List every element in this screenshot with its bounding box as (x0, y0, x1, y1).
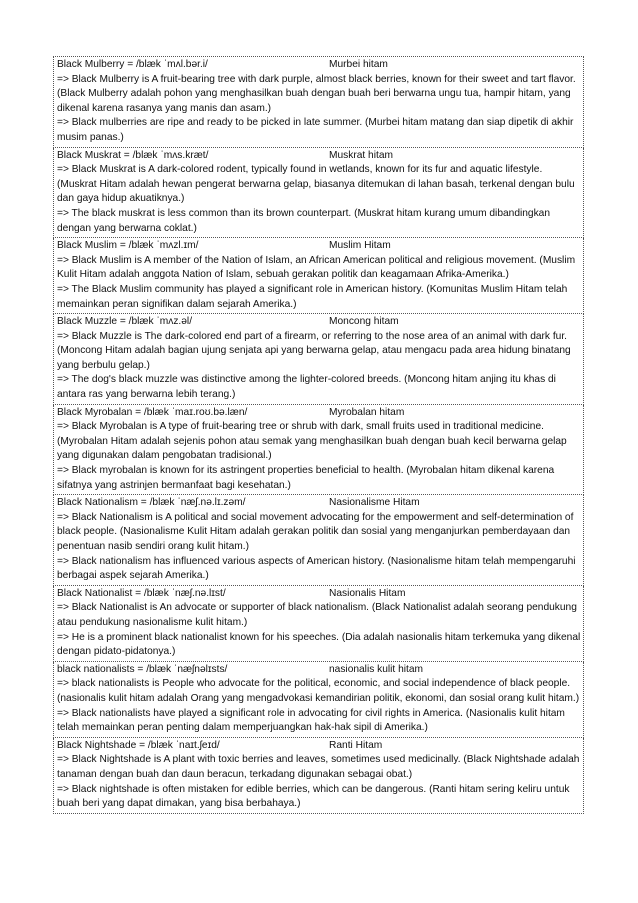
glossary-entry (53, 238, 584, 314)
entry-header (57, 739, 581, 754)
entry-example: => The black muskrat is less common than its brown counterpart. (Muskrat hitam kurang umum dibandingkan dengan yang berwarna coklat.) (57, 207, 550, 234)
entry-translation: Muslim Hitam (329, 240, 391, 252)
entry-translation: Moncong hitam (329, 316, 399, 328)
entry-translation: Muskrat hitam (329, 149, 393, 161)
entry-definition: => Black Mulberry is A fruit-bearing tree with dark purple, almost black berries, known for their sweet and tart flavor. (Black Mulberry adalah pohon yang menghasilkan buah dengan buah beri berwarna ungu tua, hampir hitam, yang dikenal karena rasanya yang manis dan asam.) (57, 73, 576, 114)
entry-translation: Nasionalis Hitam (329, 587, 406, 599)
entry-term: Black Muskrat = /blæk ˈmʌs.kræt/ (57, 149, 209, 161)
glossary-entry (53, 738, 584, 814)
entry-definition: => Black Muskrat is A dark-colored rodent, typically found in wetlands, known for its fur and aquatic lifestyle. (Muskrat Hitam adalah hewan pengerat berwarna gelap, biasanya ditemukan di lahan basah, terkenal dengan bulu dan gaya hidup akuatiknya.) (57, 164, 575, 205)
entry-example: => The Black Muslim community has played a significant role in American history. (Komunitas Muslim Hitam telah memainkan peran signifikan dalam sejarah Amerika.) (57, 283, 568, 310)
entry-definition: => Black Nationalism is A political and social movement advocating for the empowerment and self-determination of black people. (Nasionalisme Kulit Hitam adalah gerakan politik dan sosial yang menganjurkan pemberdayaan dan penentuan nasib sendiri orang kulit hitam.) (57, 511, 574, 552)
entry-header (57, 406, 581, 421)
glossary-entry (53, 314, 584, 405)
entry-example: => Black nationalists have played a significant role in advocating for civil rights in America. (Nasionalis kulit hitam telah memainkan peran penting dalam memperjuangkan hak-hak sipil di Amerika.) (57, 707, 565, 734)
entry-header (57, 663, 581, 678)
entry-example: => Black myrobalan is known for its astringent properties beneficial to health. (Myrobalan hitam dikenal karena sifatnya yang astrinjen bermanfaat bagi kesehatan.) (57, 465, 555, 491)
glossary-entry (53, 405, 584, 496)
glossary-entry (53, 662, 584, 738)
entry-header (57, 58, 581, 73)
entry-term: Black Nationalist = /blæk ˈnæʃ.nə.lɪst/ (57, 587, 226, 599)
entry-translation: Murbei hitam (329, 59, 388, 70)
entry-translation: nasionalis kulit hitam (329, 663, 423, 675)
entry-header (57, 496, 581, 511)
entry-translation: Myrobalan hitam (329, 406, 405, 418)
glossary-document (53, 56, 584, 814)
entry-translation: Nasionalisme Hitam (329, 497, 420, 509)
entry-header (57, 315, 581, 330)
entry-term: Black Mulberry = /blæk ˈmʌl.bər.i/ (57, 59, 208, 70)
entry-example: => The dog's black muzzle was distinctive among the lighter-colored breeds. (Moncong hitam anjing itu khas di antara ras yang berwarna lebih terang.) (57, 374, 556, 401)
entry-example: => Black nightshade is often mistaken for edible berries, which can be dangerous. (Ranti hitam sering keliru untuk buah beri yang dapat dimakan, yang bisa berbahaya.) (57, 783, 570, 810)
entry-translation: Ranti Hitam (329, 739, 383, 751)
entry-definition: => Black Nightshade is A plant with toxic berries and leaves, sometimes used medicinally. (Black Nightshade adalah tanaman dengan buah dan daun beracun, terkadang digunakan sebagai obat.) (57, 754, 580, 780)
glossary-entry (53, 148, 584, 239)
entry-term: Black Myrobalan = /blæk ˈmaɪ.roʊ.bə.læn/ (57, 406, 248, 418)
entry-term: Black Muslim = /blæk ˈmʌzl.ɪm/ (57, 240, 199, 252)
glossary-entry (53, 586, 584, 662)
entry-definition: => Black Nationalist is An advocate or supporter of black nationalism. (Black Nationalist adalah seorang pendukung atau pendukung nasionalisme kulit hitam.) (57, 602, 577, 628)
entry-example: => Black nationalism has influenced various aspects of American history. (Nasionalisme hitam telah mempengaruhi berbagai aspek sejarah Amerika.) (57, 555, 576, 582)
entry-header (57, 587, 581, 602)
entry-definition: => Black Myrobalan is A type of fruit-bearing tree or shrub with dark, small fruits used in traditional medicine. (Myrobalan Hitam adalah sejenis pohon atau semak yang menghasilkan buah dengan buah kecil berwarna gelap yang digunakan dalam pengobatan tradisional.) (57, 421, 567, 462)
glossary-entry (53, 495, 584, 586)
entry-definition: => Black Muzzle is The dark-colored end part of a firearm, or referring to the nose area of an animal with dark fur. (Moncong Hitam adalah bagian ujung senjata api yang berwarna gelap, atau mengacu pada area hidung binatang yang berbulu gelap.) (57, 330, 571, 371)
entry-header (57, 239, 581, 254)
entry-term: Black Nightshade = /blæk ˈnaɪt.ʃeɪd/ (57, 739, 220, 751)
entry-example: => He is a prominent black nationalist known for his speeches. (Dia adalah nasionalis hitam terkemuka yang dikenal dengan pidato-pidatonya.) (57, 631, 581, 658)
entry-term: black nationalists = /blæk ˈnæʃnəlɪsts/ (57, 663, 228, 675)
entry-example: => Black mulberries are ripe and ready to be picked in late summer. (Murbei hitam matang dan siap dipetik di akhir musim panas.) (57, 117, 574, 143)
entry-definition: => black nationalists is People who advocate for the political, economic, and social independence of black people. (nasionalis kulit hitam adalah Orang yang mengadvokasi kemandirian politik, ekonomi, dan sosial orang kulit hitam.) (57, 678, 580, 704)
entry-term: Black Nationalism = /blæk ˈnæʃ.nə.lɪ.zəm/ (57, 497, 246, 509)
entry-term: Black Muzzle = /blæk ˈmʌz.əl/ (57, 316, 193, 328)
entry-header (57, 149, 581, 164)
glossary-entry (53, 56, 584, 148)
entry-definition: => Black Muslim is A member of the Nation of Islam, an African American political and religious movement. (Muslim Kulit Hitam adalah anggota Nation of Islam, sebuah gerakan politik dan keagamaan Afrika-Amerika.) (57, 254, 576, 281)
